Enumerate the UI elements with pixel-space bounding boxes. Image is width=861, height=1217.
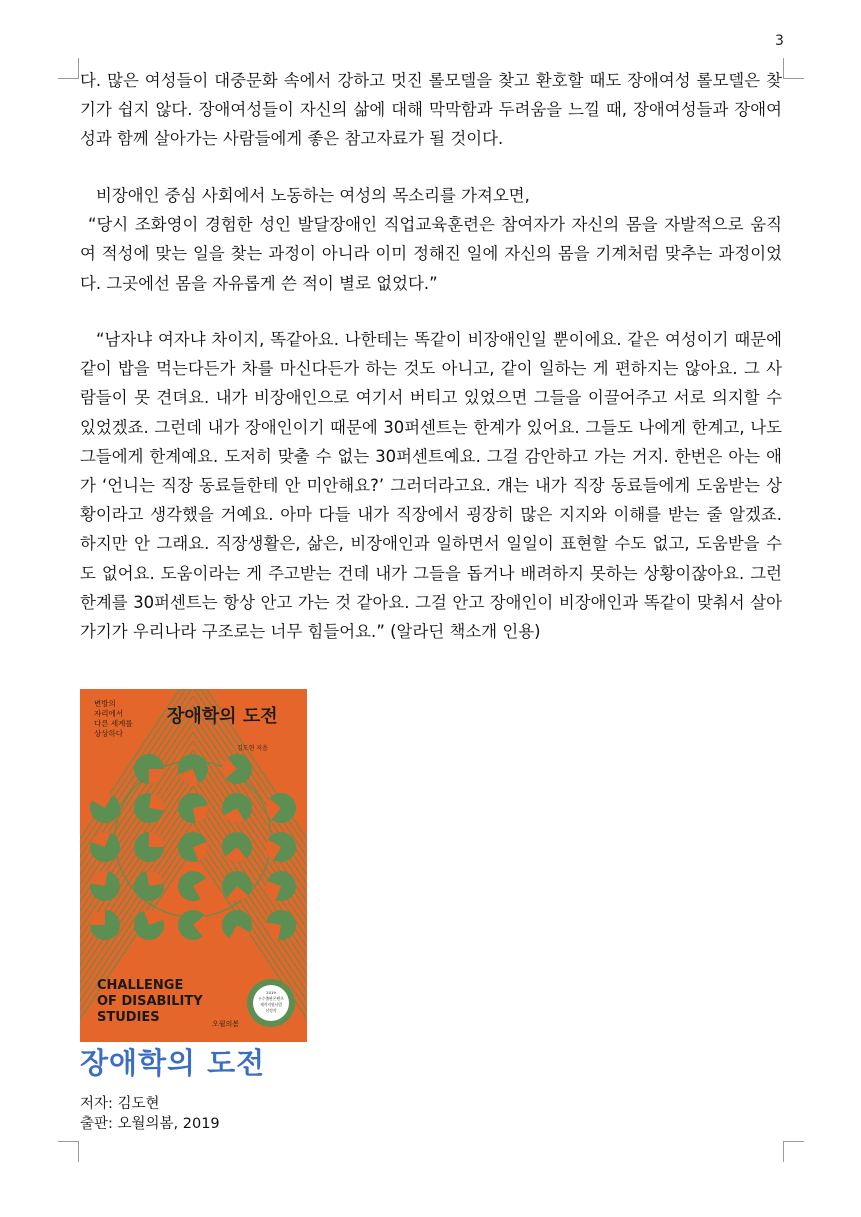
pattern-dot: [266, 910, 296, 940]
paragraph-text: 다. 많은 여성들이 대중문화 속에서 강하고 멋진 롤모델을 찾고 환호할 때도 장애여성 롤모델은 찾기가 쉽지 않다. 장애여성들이 자신의 삶에 대해 막막함과 두려움을 느낄 때, 장애여성들과 장애여성과 함께 살아가는 사람들에게 좋은 참고자료가 될 것이다.: [80, 71, 782, 149]
paragraph-quote: “남자냐 여자냐 차이지, 똑같아요. 나한테는 똑같이 비장애인일 뿐이에요. 같은 여성이기 때문에 같이 밥을 먹는다든가 차를 마신다든가 하는 것도 아니고, 같이 일하는 게 편하지는 않아요. 그 사람들이 못 견뎌요. 내가 비장애인으로 여기서 버티고 있었으면 그들을 이끌어주고 서로 의지할 수 있었겠죠. 그런데 내가 장애인이기 때문에 30퍼센트는 한계가 있어요. 그들도 나에게 한계고, 나도 그들에게 한계예요. 도저히 맞출 수 없는 30퍼센트예요. 그걸 감안하고 가는 거지. 한번은 아는 애가 ‘언니는 직장 동료들한테 안 미안해요?’ 그러더라고요. 걔는 내가 직장 동료들에게 도움받는 상황이라고 생각했을 거예요. 아마 다들 내가 직장에서 굉장히 많은 지지와 이해를 받는 줄 알겠죠. 하지만 안 그래요. 직장생활은, 삶은, 비장애인과 일하면서 일일이 표현할 수도 없고, 도움받을 수도 없어요. 도움이라는 게 주고받는 건데 내가 그들을 돕거나 배려하지 못하는 상황이잖아요. 그런 한계를 30퍼센트는 항상 안고 가는 것 같아요. 그걸 안고 장애인이 비장애인과 똑같이 맞춰서 살아가기가 우리나라 구조로는 너무 힘들어요.” (알라딘 책소개 인용): [80, 330, 782, 642]
pattern-dot: [134, 832, 164, 862]
pattern-dot: [134, 754, 164, 784]
pattern-dot: [266, 871, 296, 901]
book-meta: [80, 1094, 220, 1134]
pattern-dot: [178, 754, 208, 784]
cover-subtitle-2: 자리에서: [94, 709, 123, 718]
paragraph-quote: “당시 조화영이 경험한 성인 발달장애인 직업교육훈련은 참여자가 자신의 몸을 자발적으로 움직여 적성에 맞는 일을 찾는 과정이 아니라 이미 정해진 일에 자신의 몸을 기계처럼 맞추는 과정이었다. 그곳에선 몸을 자유롭게 쓴 적이 별로 없었다.”: [80, 215, 782, 293]
crop-mark-top-left: [58, 58, 79, 79]
paragraph-quote-1: [80, 181, 782, 298]
pattern-dot: [222, 871, 252, 901]
pattern-dot: [178, 910, 208, 940]
cover-publisher: 오월의봄: [212, 1020, 240, 1028]
book-cover-art: [80, 689, 307, 1042]
badge-line-3: 제작지원사업: [259, 1002, 283, 1007]
pattern-dot: [266, 832, 296, 862]
paragraph-lead: 비장애인 중심 사회에서 노동하는 여성의 목소리를 가져오면,: [96, 186, 530, 205]
crop-mark-bottom-right: [783, 1141, 804, 1162]
cover-subtitle-1: 변방의: [94, 699, 116, 708]
pattern-dot: [90, 832, 120, 862]
badge-line-1: 2019: [266, 990, 276, 995]
crop-mark-bottom-left: [58, 1141, 79, 1162]
pattern-dot: [90, 793, 120, 823]
book-author: 저자: 김도현: [80, 1096, 160, 1112]
pattern-dot: [222, 793, 252, 823]
pattern-dot: [222, 754, 252, 784]
pattern-dot: [222, 910, 252, 940]
pattern-dot: [134, 910, 164, 940]
pattern-dot: [222, 832, 252, 862]
page-number: 3: [775, 33, 784, 49]
pattern-dot: [178, 871, 208, 901]
paragraph-intro: [80, 66, 782, 154]
pattern-dot: [178, 793, 208, 823]
cover-subtitle-3: 다른 세계를: [94, 719, 133, 728]
badge-line-4: 선정작: [265, 1008, 277, 1013]
cover-english-2: OF DISABILITY: [97, 994, 203, 1009]
pattern-dot: [134, 871, 164, 901]
badge-line-2: 우수출판콘텐츠: [258, 996, 284, 1001]
book-cover-image: [80, 689, 307, 1042]
cover-english-3: STUDIES: [97, 1010, 160, 1025]
award-badge: [247, 979, 295, 1027]
pattern-dot: [90, 871, 120, 901]
paragraph-quote-2: [80, 325, 782, 646]
pattern-dot: [90, 910, 120, 940]
pattern-dot: [178, 832, 208, 862]
pattern-dot: [134, 793, 164, 823]
pattern-dot: [266, 793, 296, 823]
cover-author: 김도현 지음: [237, 745, 268, 752]
cover-english-1: CHALLENGE: [97, 978, 184, 993]
book-title: 장애학의 도전: [80, 1046, 266, 1080]
cover-subtitle-4: 상상하다: [94, 729, 123, 738]
cover-title: 장애학의 도전: [167, 706, 278, 727]
book-publisher: 출판: 오월의봄, 2019: [80, 1116, 220, 1132]
crop-mark-top-right: [783, 58, 804, 79]
